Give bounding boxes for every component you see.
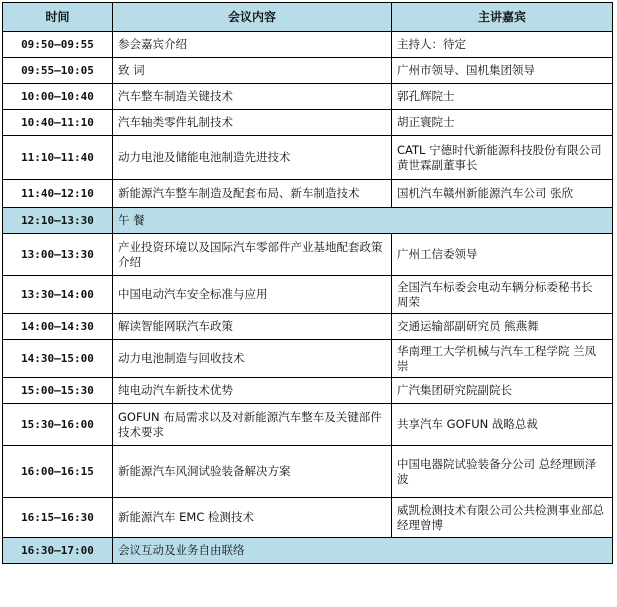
closing-row — [3, 538, 613, 564]
speaker-cell: 交通运输部副研究员 熊燕舞 — [392, 314, 613, 340]
content-cell: 纯电动汽车新技术优势 — [113, 378, 392, 404]
speaker-cell: 中国电器院试验装备分公司 总经理顾泽波 — [392, 446, 613, 498]
speaker-cell: 威凯检测技术有限公司公共检测事业部总经理曾博 — [392, 498, 613, 538]
table-row — [3, 404, 613, 446]
content-cell: 产业投资环境以及国际汽车零部件产业基地配套政策介绍 — [113, 234, 392, 276]
table-row — [3, 498, 613, 538]
time-cell: 15:30–16:00 — [3, 404, 113, 446]
header-speaker: 主讲嘉宾 — [392, 3, 613, 32]
time-cell: 11:40–12:10 — [3, 180, 113, 208]
time-cell: 16:15–16:30 — [3, 498, 113, 538]
speaker-cell: 郭孔辉院士 — [392, 84, 613, 110]
table-row — [3, 446, 613, 498]
time-cell: 11:10–11:40 — [3, 136, 113, 180]
table-row — [3, 378, 613, 404]
table-row — [3, 136, 613, 180]
table-row — [3, 276, 613, 314]
time-cell: 15:00–15:30 — [3, 378, 113, 404]
time-cell: 13:00–13:30 — [3, 234, 113, 276]
table-row — [3, 84, 613, 110]
content-cell: 新能源汽车整车制造及配套布局、新车制造技术 — [113, 180, 392, 208]
table-row — [3, 58, 613, 84]
header-time: 时间 — [3, 3, 113, 32]
content-cell: 汽车整车制造关键技术 — [113, 84, 392, 110]
speaker-cell: 全国汽车标委会电动车辆分标委秘书长 周荣 — [392, 276, 613, 314]
time-cell: 14:00–14:30 — [3, 314, 113, 340]
time-cell: 10:00–10:40 — [3, 84, 113, 110]
speaker-cell: 广汽集团研究院副院长 — [392, 378, 613, 404]
table-row — [3, 340, 613, 378]
time-cell: 09:50–09:55 — [3, 32, 113, 58]
speaker-cell: 华南理工大学机械与汽车工程学院 兰凤崇 — [392, 340, 613, 378]
speaker-cell: 共享汽车 GOFUN 战略总裁 — [392, 404, 613, 446]
content-cell: 动力电池及储能电池制造先进技术 — [113, 136, 392, 180]
content-cell: GOFUN 布局需求以及对新能源汽车整车及关键部件技术要求 — [113, 404, 392, 446]
table-row — [3, 110, 613, 136]
time-cell: 13:30–14:00 — [3, 276, 113, 314]
time-cell: 14:30–15:00 — [3, 340, 113, 378]
content-cell: 动力电池制造与回收技术 — [113, 340, 392, 378]
header-row — [3, 3, 613, 32]
time-cell: 12:10–13:30 — [3, 208, 113, 234]
content-cell: 解读智能网联汽车政策 — [113, 314, 392, 340]
content-cell: 致 词 — [113, 58, 392, 84]
content-cell: 参会嘉宾介绍 — [113, 32, 392, 58]
content-cell: 午 餐 — [113, 208, 613, 234]
speaker-cell: 广州市领导、国机集团领导 — [392, 58, 613, 84]
lunch-row — [3, 208, 613, 234]
content-cell: 新能源汽车风洞试验装备解决方案 — [113, 446, 392, 498]
agenda-table — [2, 2, 613, 564]
table-row — [3, 314, 613, 340]
content-cell: 汽车轴类零件轧制技术 — [113, 110, 392, 136]
speaker-cell: 主持人：待定 — [392, 32, 613, 58]
table-row — [3, 234, 613, 276]
speaker-cell: CATL 宁德时代新能源科技股份有限公司 黄世霖副董事长 — [392, 136, 613, 180]
time-cell: 10:40–11:10 — [3, 110, 113, 136]
content-cell: 会议互动及业务自由联络 — [113, 538, 613, 564]
table-row — [3, 180, 613, 208]
time-cell: 16:30–17:00 — [3, 538, 113, 564]
time-cell: 16:00–16:15 — [3, 446, 113, 498]
header-content: 会议内容 — [113, 3, 392, 32]
table-row — [3, 32, 613, 58]
content-cell: 中国电动汽车安全标准与应用 — [113, 276, 392, 314]
content-cell: 新能源汽车 EMC 检测技术 — [113, 498, 392, 538]
speaker-cell: 胡正寰院士 — [392, 110, 613, 136]
time-cell: 09:55–10:05 — [3, 58, 113, 84]
speaker-cell: 国机汽车赣州新能源汽车公司 张欣 — [392, 180, 613, 208]
speaker-cell: 广州工信委领导 — [392, 234, 613, 276]
